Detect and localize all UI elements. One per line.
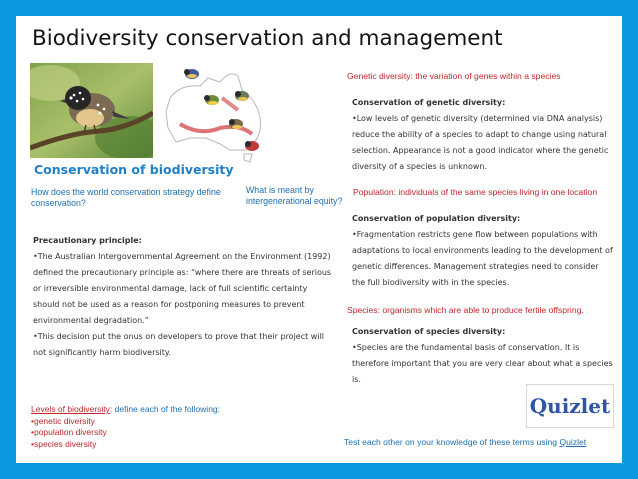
footer-note [344, 437, 586, 447]
section-heading: Conservation of biodiversity [34, 162, 234, 177]
levels-title-link[interactable]: Levels of biodiversity [31, 404, 110, 414]
levels-heading [31, 404, 220, 416]
level-item-genetic: •genetic diversity [31, 415, 95, 426]
species-conservation-title: Conservation of species diversity: [352, 327, 506, 336]
precautionary-principle-block [33, 233, 333, 361]
precautionary-bullet-2: •This decision put the onus on developers to prove that their project will not significantly harm biodiversity. [33, 332, 325, 357]
levels-instruction: : define each of the following: [109, 404, 221, 414]
population-conservation-title: Conservation of population diversity: [352, 214, 521, 223]
slide-page [16, 16, 622, 463]
genetic-conservation-title: Conservation of genetic diversity: [352, 98, 506, 107]
quizlet-logo[interactable]: Quizlet [526, 384, 614, 428]
genetic-conservation-text: •Low levels of genetic diversity (determined via DNA analysis) reduce the ability of a species to adapt to change using natural selection. Appearance is not a good indicator where the genetic diversity of a species is unknown. [352, 114, 609, 171]
species-definition: Species: organisms which are able to produce fertile offspring. [347, 305, 584, 315]
quizlet-link[interactable]: Quizlet [559, 437, 587, 447]
level-item-species: •species diversity [31, 438, 97, 449]
genetic-conservation-block [352, 95, 614, 175]
level-item-population: •population diversity [31, 427, 107, 437]
population-conservation-text: •Fragmentation restricts gene flow between populations with adaptations to local environments leading to the development of genetic differences. Management strategies need to consider the full biodiversity with in the species. [352, 230, 613, 287]
footer-text: Test each other on your knowledge of these terms using [344, 437, 560, 447]
slide-title: Biodiversity conservation and management [32, 26, 503, 51]
species-conservation-text: •Species are the fundamental basis of conservation. It is therefore important that you are very clear about what a species is. [352, 343, 613, 384]
species-conservation-block [352, 324, 614, 388]
genetic-diversity-definition: Genetic diversity: the variation of genes within a species [347, 71, 561, 81]
question-intergenerational-equity: What is meant by intergenerational equity? [246, 185, 343, 206]
australia-distribution-map [160, 66, 270, 166]
precautionary-bullet-1: •The Australian Intergovernmental Agreement on the Environment (1992) defined the precautionary principle as: “where there are threats of serious or irreversible environmental damage, lack of full scientific certainty should not be used as a reason for postponing measures to prevent environmental degradation.” [33, 252, 332, 325]
precautionary-title: Precautionary principle: [33, 236, 142, 245]
question-world-conservation: How does the world conservation strategy define conservation? [31, 187, 221, 208]
levels-of-biodiversity [31, 404, 220, 450]
population-conservation-block [352, 211, 614, 291]
pardalote-bird-photo [30, 63, 153, 158]
population-definition: Population: individuals of the same species living in one location [353, 187, 598, 197]
